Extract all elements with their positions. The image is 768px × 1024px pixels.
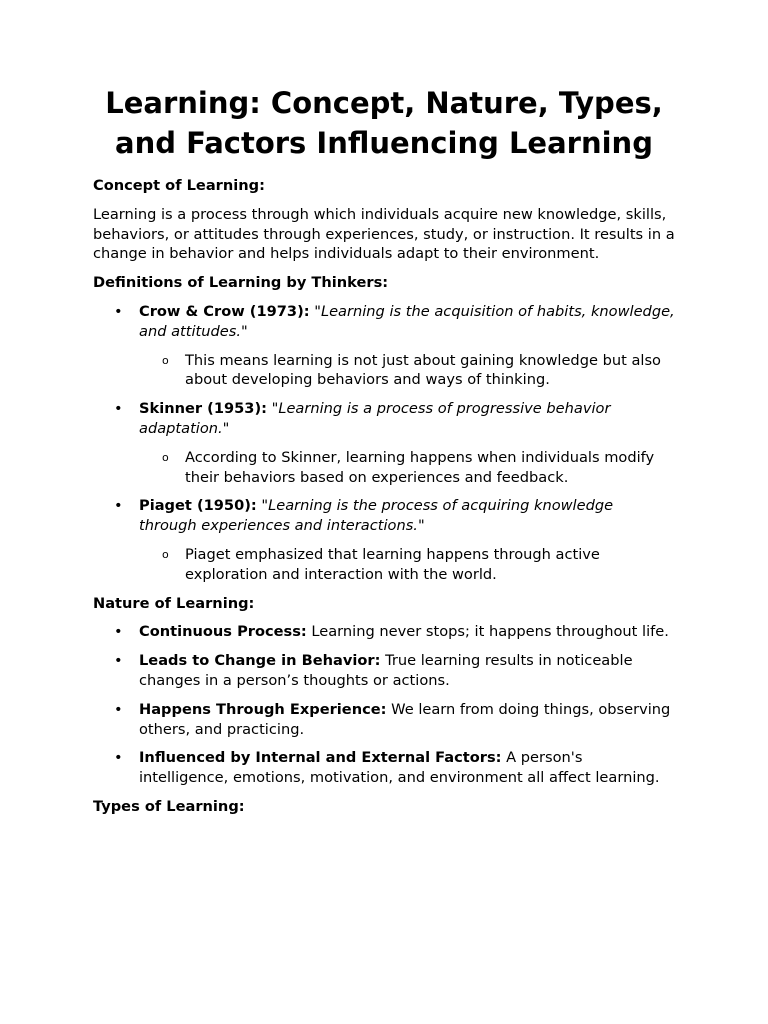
nature-item-text: True learning results in noticeable changes in a person’s thoughts or actions. xyxy=(139,652,633,689)
definition-item-piaget: • Piaget (1950): "Learning is the process of acquiring knowledge through experiences and interactions." o Piaget emphasized that learning happens through active exploration and interaction with the world. xyxy=(139,496,675,584)
types-heading: Types of Learning: xyxy=(93,797,245,815)
definition-author: Piaget (1950): xyxy=(139,497,257,515)
nature-item-label: Influenced by Internal and External Factors: xyxy=(139,749,502,767)
nature-item-label: Leads to Change in Behavior: xyxy=(139,652,381,670)
definition-note: o According to Skinner, learning happens when individuals modify their behaviors based on experiences and feedback. xyxy=(185,448,675,488)
definition-author: Crow & Crow (1973): xyxy=(139,302,310,320)
nature-item xyxy=(139,651,675,691)
nature-item xyxy=(139,748,675,788)
definition-author: Skinner (1953): xyxy=(139,400,267,418)
nature-list xyxy=(93,622,675,788)
definitions-heading: Definitions of Learning by Thinkers: xyxy=(93,274,389,292)
concept-heading: Concept of Learning: xyxy=(93,177,265,194)
definition-sublist xyxy=(139,545,675,585)
nature-item-text: We learn from doing things, observing others, and practicing. xyxy=(139,700,671,738)
definition-quote: Learning is the acquisition of habits, knowledge, and attitudes. xyxy=(139,302,675,340)
nature-heading: Nature of Learning: xyxy=(93,594,255,612)
definition-note: o This means learning is not just about gaining knowledge but also about developing behaviors and ways of thinking. xyxy=(185,351,675,391)
definition-sublist xyxy=(139,351,675,391)
nature-item-label: Happens Through Experience: xyxy=(139,700,387,718)
concept-paragraph: Learning is a process through which individuals acquire new knowledge, skills, behaviors, or attitudes through experiences, study, or instruction. It results in a change in behavior and helps individuals adapt to their environment. xyxy=(93,205,675,263)
definitions-list xyxy=(93,302,675,585)
definition-item-crow: • Crow & Crow (1973): "Learning is the acquisition of habits, knowledge, and attitudes." o This means learning is not just about gaining knowledge but also about developing behaviors and ways of thinking. xyxy=(139,302,675,390)
definition-quote: Learning is the process of acquiring knowledge through experiences and interactions. xyxy=(139,497,614,535)
nature-item-text: A person's intelligence, emotions, motivation, and environment all affect learning. xyxy=(139,749,660,787)
definition-item-skinner: • Skinner (1953): "Learning is a process of progressive behavior adaptation." o According to Skinner, learning happens when individuals modify their behaviors based on experiences and feedback. xyxy=(139,399,675,487)
definition-note: o Piaget emphasized that learning happens through active exploration and interaction with the world. xyxy=(185,545,675,585)
nature-item-label: Continuous Process: xyxy=(139,623,307,641)
document-title: Learning: Concept, Nature, Types, and Factors Influencing Learning xyxy=(105,86,663,160)
nature-item xyxy=(139,700,675,740)
nature-item xyxy=(139,622,675,642)
definition-quote: Learning is a process of progressive behavior adaptation. xyxy=(139,400,611,437)
nature-item-text: Learning never stops; it happens throughout life. xyxy=(311,623,669,641)
definition-sublist xyxy=(139,448,675,488)
